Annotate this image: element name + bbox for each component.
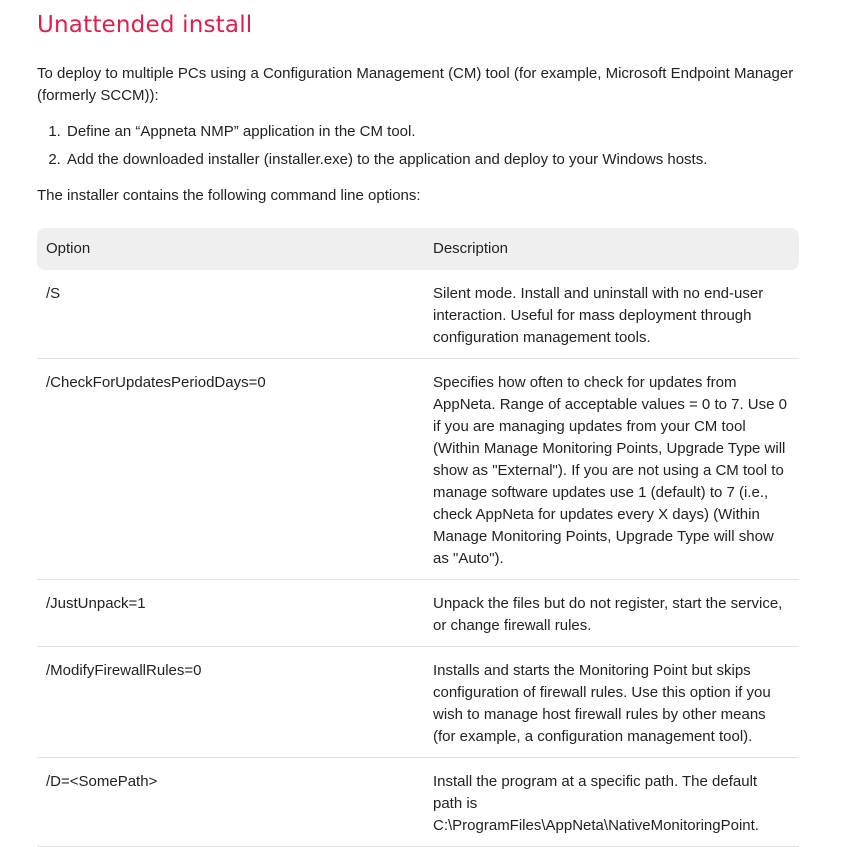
- intro-paragraph: To deploy to multiple PCs using a Configuration Management (CM) tool (for example, Microsoft Endpoint Manager (formerly SCCM)):: [37, 65, 794, 104]
- page-title: Unattended install: [37, 12, 253, 38]
- option-cell: /CheckForUpdatesPeriodDays=0: [37, 359, 424, 580]
- table-row: [37, 359, 799, 580]
- table-row: [37, 580, 799, 647]
- doc-content: [37, 0, 799, 847]
- option-cell: /D=<SomePath>: [37, 758, 424, 847]
- description-cell: Installs and starts the Monitoring Point but skips configuration of firewall rules. Use this option if you wish to manage host firewall rules by other means (for example, a configuration management tool).: [424, 647, 799, 758]
- description-cell: Unpack the files but do not register, start the service, or change firewall rules.: [424, 580, 799, 647]
- description-cell: Silent mode. Install and uninstall with no end-user interaction. Useful for mass deployment through configuration management tools.: [424, 270, 799, 359]
- option-cell: /S: [37, 270, 424, 359]
- options-table: [37, 228, 799, 847]
- description-cell: Install the program at a specific path. The default path is C:\ProgramFiles\AppNeta\NativeMonitoringPoint.: [424, 758, 799, 847]
- list-item: 1. Define an “Appneta NMP” application in the CM tool.: [65, 121, 799, 143]
- table-row: [37, 270, 799, 359]
- column-header-option: Option: [37, 228, 424, 270]
- steps-list: [37, 121, 799, 171]
- options-table-header: [37, 228, 799, 270]
- list-item: 2. Add the downloaded installer (installer.exe) to the application and deploy to your Windows hosts.: [65, 149, 799, 171]
- description-cell: Specifies how often to check for updates from AppNeta. Range of acceptable values = 0 to 7. Use 0 if you are managing updates from your CM tool (Within Manage Monitoring Points, Upgrade Type will show as "External"). If you are not using a CM tool to manage software updates use 1 (default) to 7 (i.e., check AppNeta for updates every X days) (Within Manage Monitoring Points, Upgrade Type will show as "Auto").: [424, 359, 799, 580]
- table-row: [37, 647, 799, 758]
- column-header-description: Description: [424, 228, 799, 270]
- option-cell: /ModifyFirewallRules=0: [37, 647, 424, 758]
- table-lead-paragraph: The installer contains the following command line options:: [37, 187, 421, 204]
- option-cell: /JustUnpack=1: [37, 580, 424, 647]
- table-row: [37, 758, 799, 847]
